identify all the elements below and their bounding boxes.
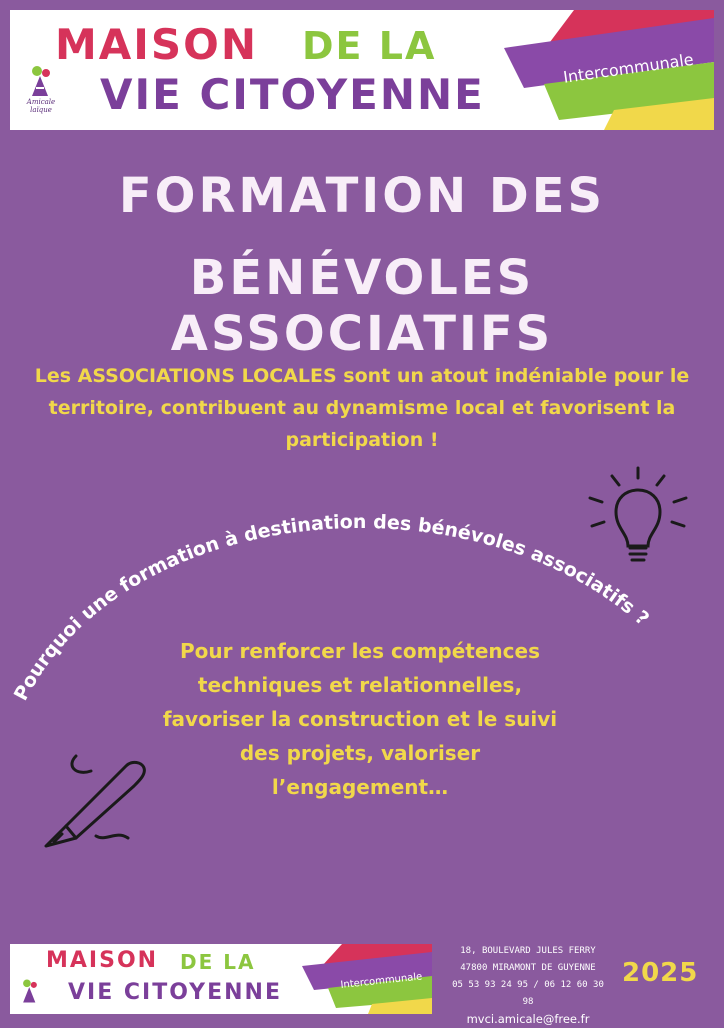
footer-logo-vie-citoyenne: VIE CITOYENNE: [68, 980, 282, 1005]
amicale-logo: [16, 64, 66, 114]
footer-tag: Intercommunale: [340, 971, 423, 991]
footer-address: [448, 943, 608, 1028]
intro-after: sont un atout indéniable pour le territoire, contribuent au dynamisme local et favorisent la participation !: [48, 365, 690, 451]
footer-banner: [10, 944, 432, 1014]
email-address: mvci.amicale@free.fr: [466, 1012, 590, 1026]
question-text-path: Pourquoi une formation à destination des bénévoles associatifs ?: [9, 510, 654, 705]
footer-logo-icon: [18, 978, 42, 1004]
footer-logo-de-la: DE LA: [180, 950, 256, 974]
intro-text: [10, 360, 714, 456]
logo-maison: MAISON: [55, 20, 259, 69]
address-line-1: 18, BOULEVARD JULES FERRY: [460, 946, 596, 956]
header-tag: Intercommunale: [562, 49, 695, 87]
address-line-2: 47800 MIRAMONT DE GUYENNE: [460, 963, 596, 973]
amicale-logo-icon: [26, 64, 56, 98]
phone-numbers: 05 53 93 24 95 / 06 12 60 30 98: [452, 980, 604, 1007]
header-banner: [10, 10, 714, 130]
answer-text: Pour renforcer les compétences techniques et relationnelles, favoriser la construction et le suivi des projets, valoriser l’engagement…: [162, 639, 558, 799]
title-line-2: BÉNÉVOLES ASSOCIATIFS: [170, 250, 554, 362]
amicale-logo-text: Amicale laïque: [26, 98, 56, 114]
intro-highlight: ASSOCIATIONS LOCALES: [77, 365, 337, 387]
logo-vie-citoyenne: VIE CITOYENNE: [100, 70, 485, 119]
pen-icon: [36, 746, 166, 856]
logo-de-la: DE LA: [302, 24, 437, 68]
intro-before: Les: [34, 365, 78, 387]
year-label: 2025: [622, 958, 699, 988]
footer-logo-maison: MAISON: [46, 948, 159, 973]
title-line-1: FORMATION DES: [118, 168, 606, 224]
